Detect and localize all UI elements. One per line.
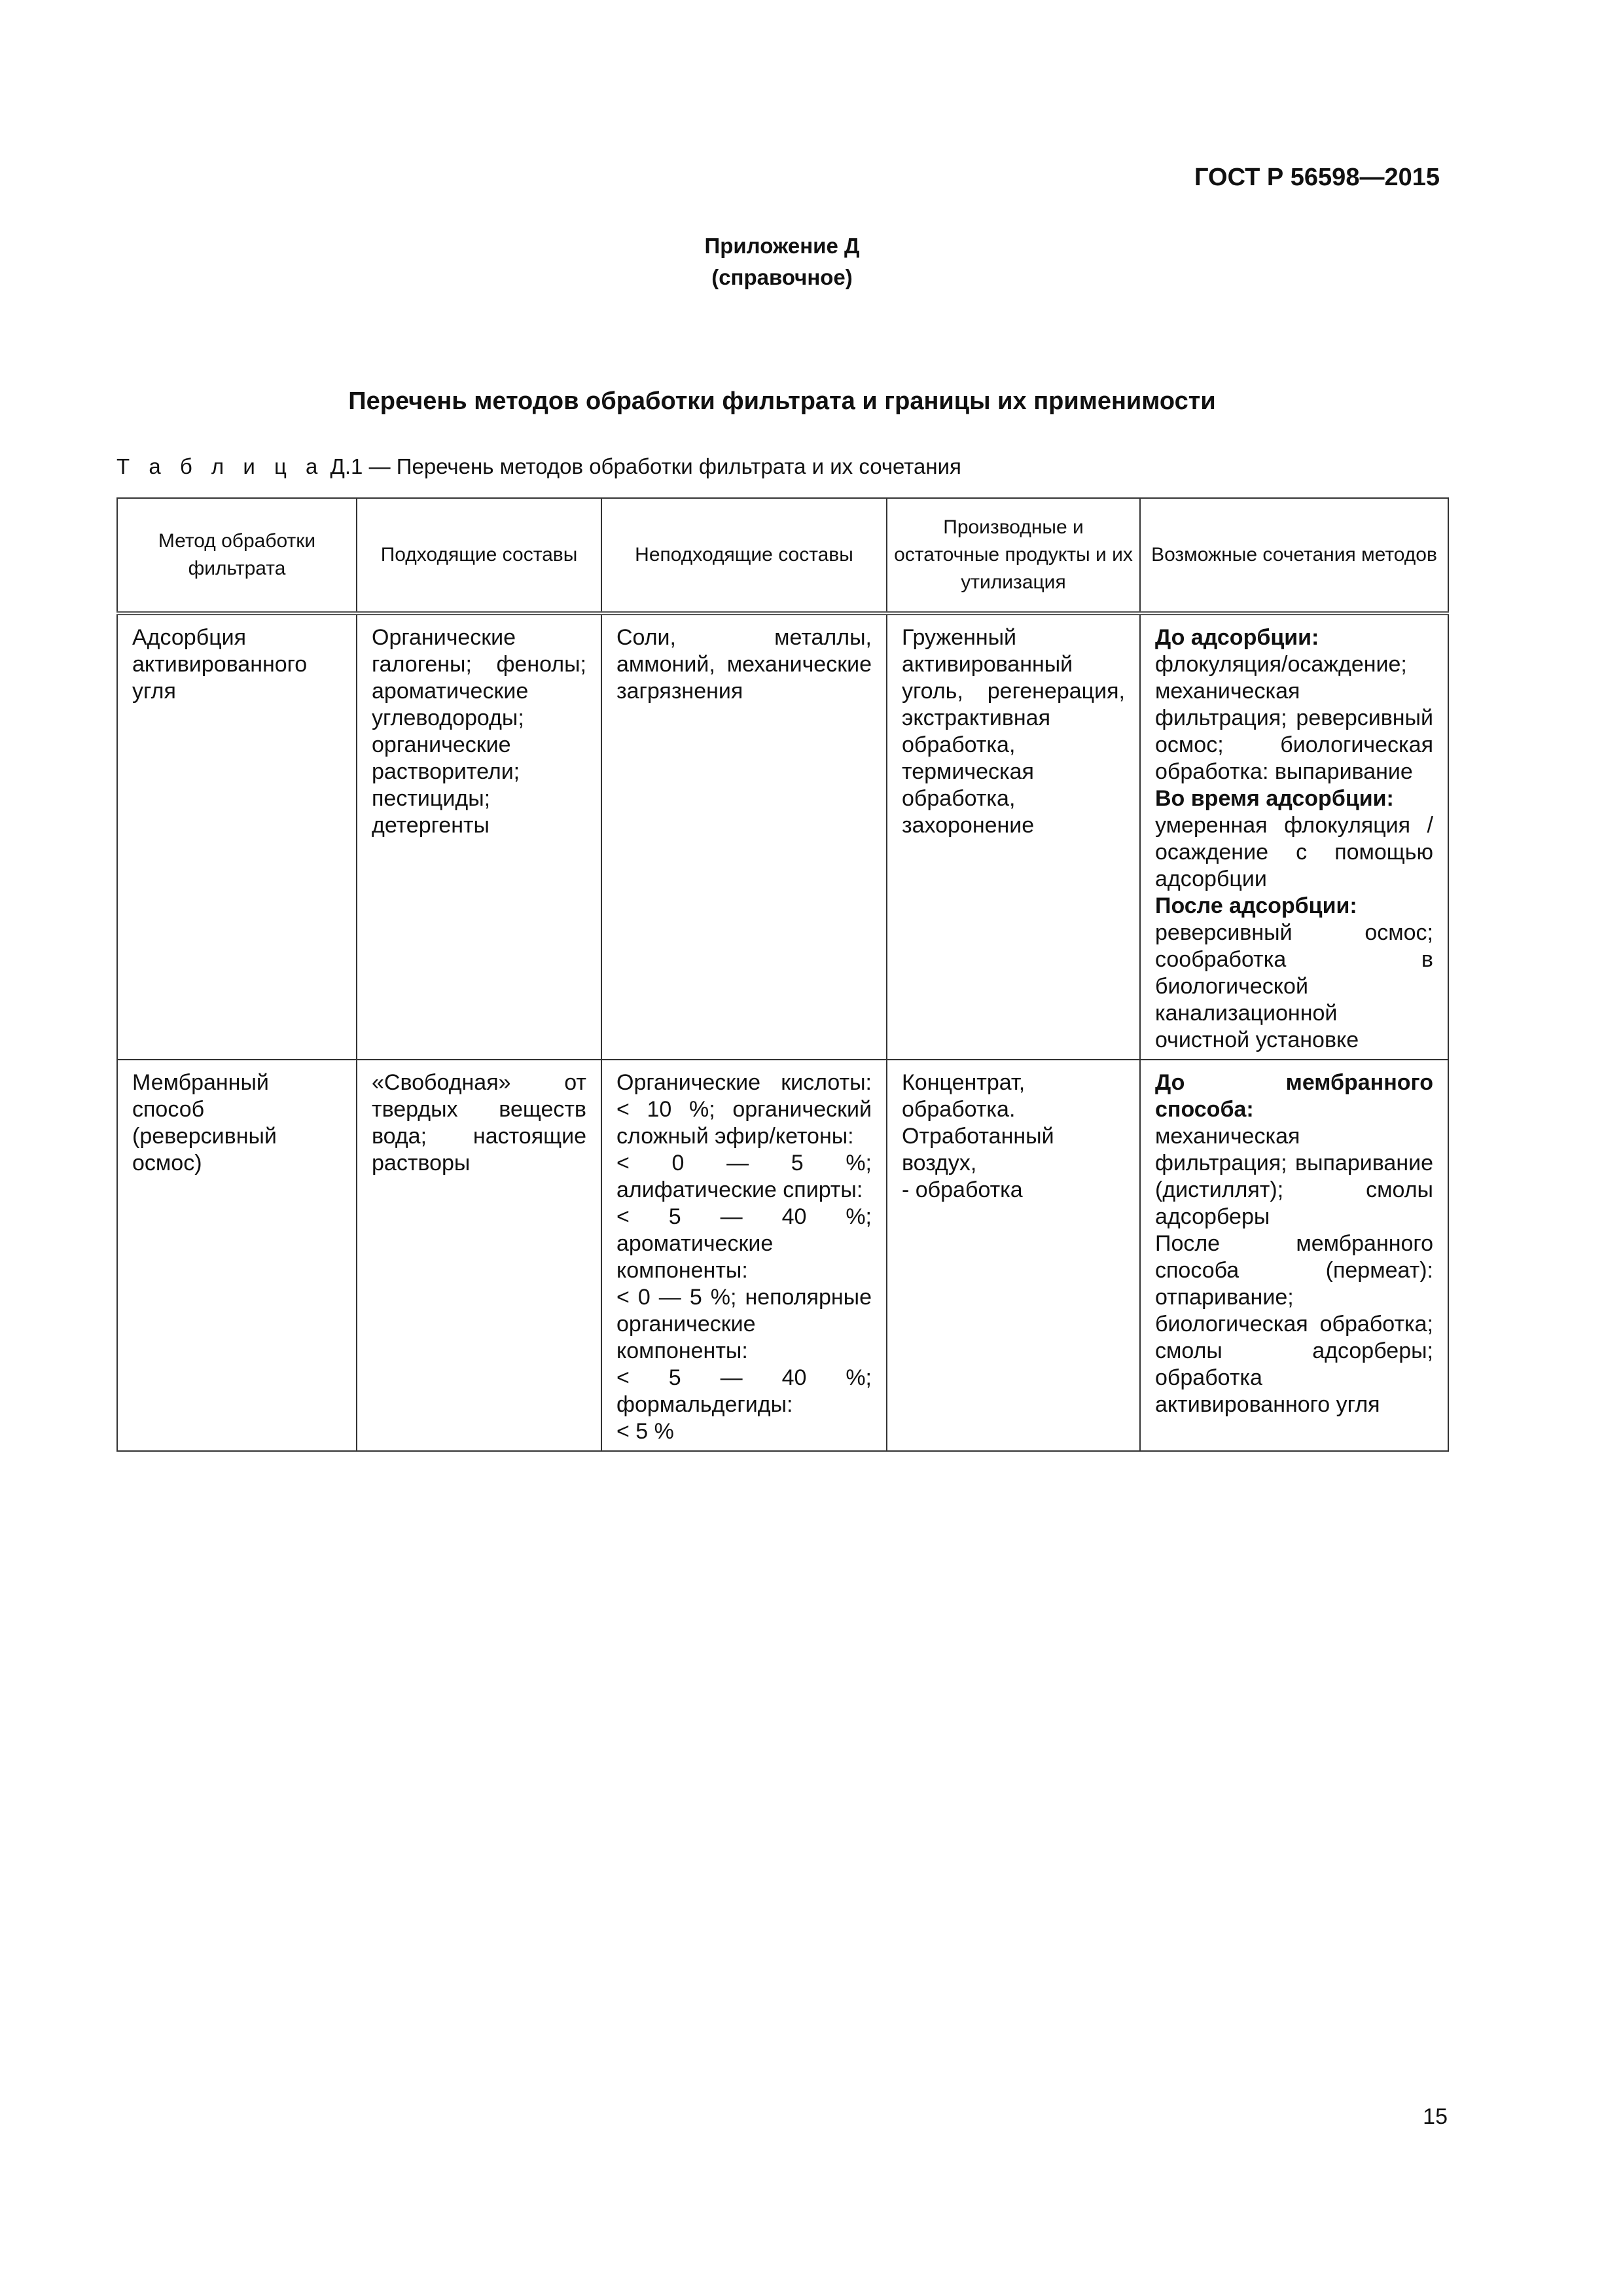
cell-products-line: Отработанный воздух, — [902, 1124, 1054, 1175]
column-header-unsuitable: Неподходящие составы — [601, 498, 887, 613]
cell-unsuitable — [601, 1060, 887, 1451]
cell-unsuitable-line: < 5 % — [616, 1419, 674, 1444]
table-caption-text: Д.1 — Перечень методов обработки фильтрата и их сочетания — [324, 454, 961, 478]
cell-suitable: Органические галогены; фенолы; ароматические углеводороды; органические растворители; пестициды; детергенты — [357, 613, 601, 1060]
cell-method: Мембранный способ (реверсивный осмос) — [117, 1060, 357, 1451]
cell-products-line: Концентрат, обработка. — [902, 1070, 1026, 1122]
combination-stage-text: После мембранного способа (пермеат): отпаривание; биологическая обработка; смолы адсорберы; обработка активированного угля — [1155, 1231, 1433, 1417]
cell-method: Адсорбция активированного угля — [117, 613, 357, 1060]
cell-products — [887, 1060, 1140, 1451]
table-caption-prefix: Т а б л и ц а — [116, 454, 325, 478]
table-caption — [116, 454, 961, 479]
section-title: Перечень методов обработки фильтрата и границы их применимости — [348, 387, 1216, 415]
column-header-suitable: Подходящие составы — [357, 498, 601, 613]
annex-heading — [0, 230, 1564, 293]
cell-unsuitable-line: < 5 — 40 %; ароматические компоненты: — [616, 1204, 872, 1283]
cell-products: Груженный активированный уголь, регенерация, экстрактивная обработка, термическая обработка, захоронение — [887, 613, 1140, 1060]
annex-title: Приложение Д — [704, 234, 860, 258]
cell-unsuitable-line: < 5 — 40 %; формальдегиды: — [616, 1365, 872, 1417]
cell-suitable: «Свободная» от твердых веществ вода; настоящие растворы — [357, 1060, 601, 1451]
table-row — [117, 1060, 1448, 1451]
combination-stage-label: До мембранного способа: — [1155, 1070, 1433, 1122]
document-code: ГОСТ Р 56598—2015 — [1194, 164, 1440, 191]
cell-products-line: - обработка — [902, 1177, 1023, 1202]
cell-combinations — [1140, 1060, 1448, 1451]
annex-subtitle: (справочное) — [711, 265, 853, 289]
cell-unsuitable-line: < 0 — 5 %; неполярные органические компоненты: — [616, 1285, 872, 1363]
page-number: 15 — [1423, 2104, 1448, 2129]
cell-unsuitable-line: < 0 — 5 %; алифатические спирты: — [616, 1151, 872, 1202]
combination-stage-text: реверсивный осмос; сообработка в биологической канализационной очистной установке — [1155, 920, 1433, 1052]
combination-stage-text: механическая фильтрация; выпаривание (дистиллят); смолы адсорберы — [1155, 1124, 1433, 1229]
methods-table — [116, 497, 1449, 1452]
cell-combinations — [1140, 613, 1448, 1060]
column-header-products: Производные и остаточные продукты и их утилизация — [887, 498, 1140, 613]
combination-stage-label: После адсорбции: — [1155, 893, 1357, 918]
combination-stage-label: До адсорбции: — [1155, 625, 1319, 650]
table-row — [117, 613, 1448, 1060]
column-header-combinations: Возможные сочетания методов — [1140, 498, 1448, 613]
combination-stage-text: флокуляция/осаждение; механическая фильтрация; реверсивный осмос; биологическая обработка: выпаривание — [1155, 652, 1433, 784]
cell-unsuitable: Соли, металлы, аммоний, механические загрязнения — [601, 613, 887, 1060]
combination-stage-text: умеренная флокуляция / осаждение с помощью адсорбции — [1155, 813, 1433, 891]
table-header-row — [117, 498, 1448, 613]
column-header-method: Метод обработки фильтрата — [117, 498, 357, 613]
cell-unsuitable-line: Органические кислоты: < 10 %; органический сложный эфир/кетоны: — [616, 1070, 872, 1149]
combination-stage-label: Во время адсорбции: — [1155, 786, 1394, 811]
